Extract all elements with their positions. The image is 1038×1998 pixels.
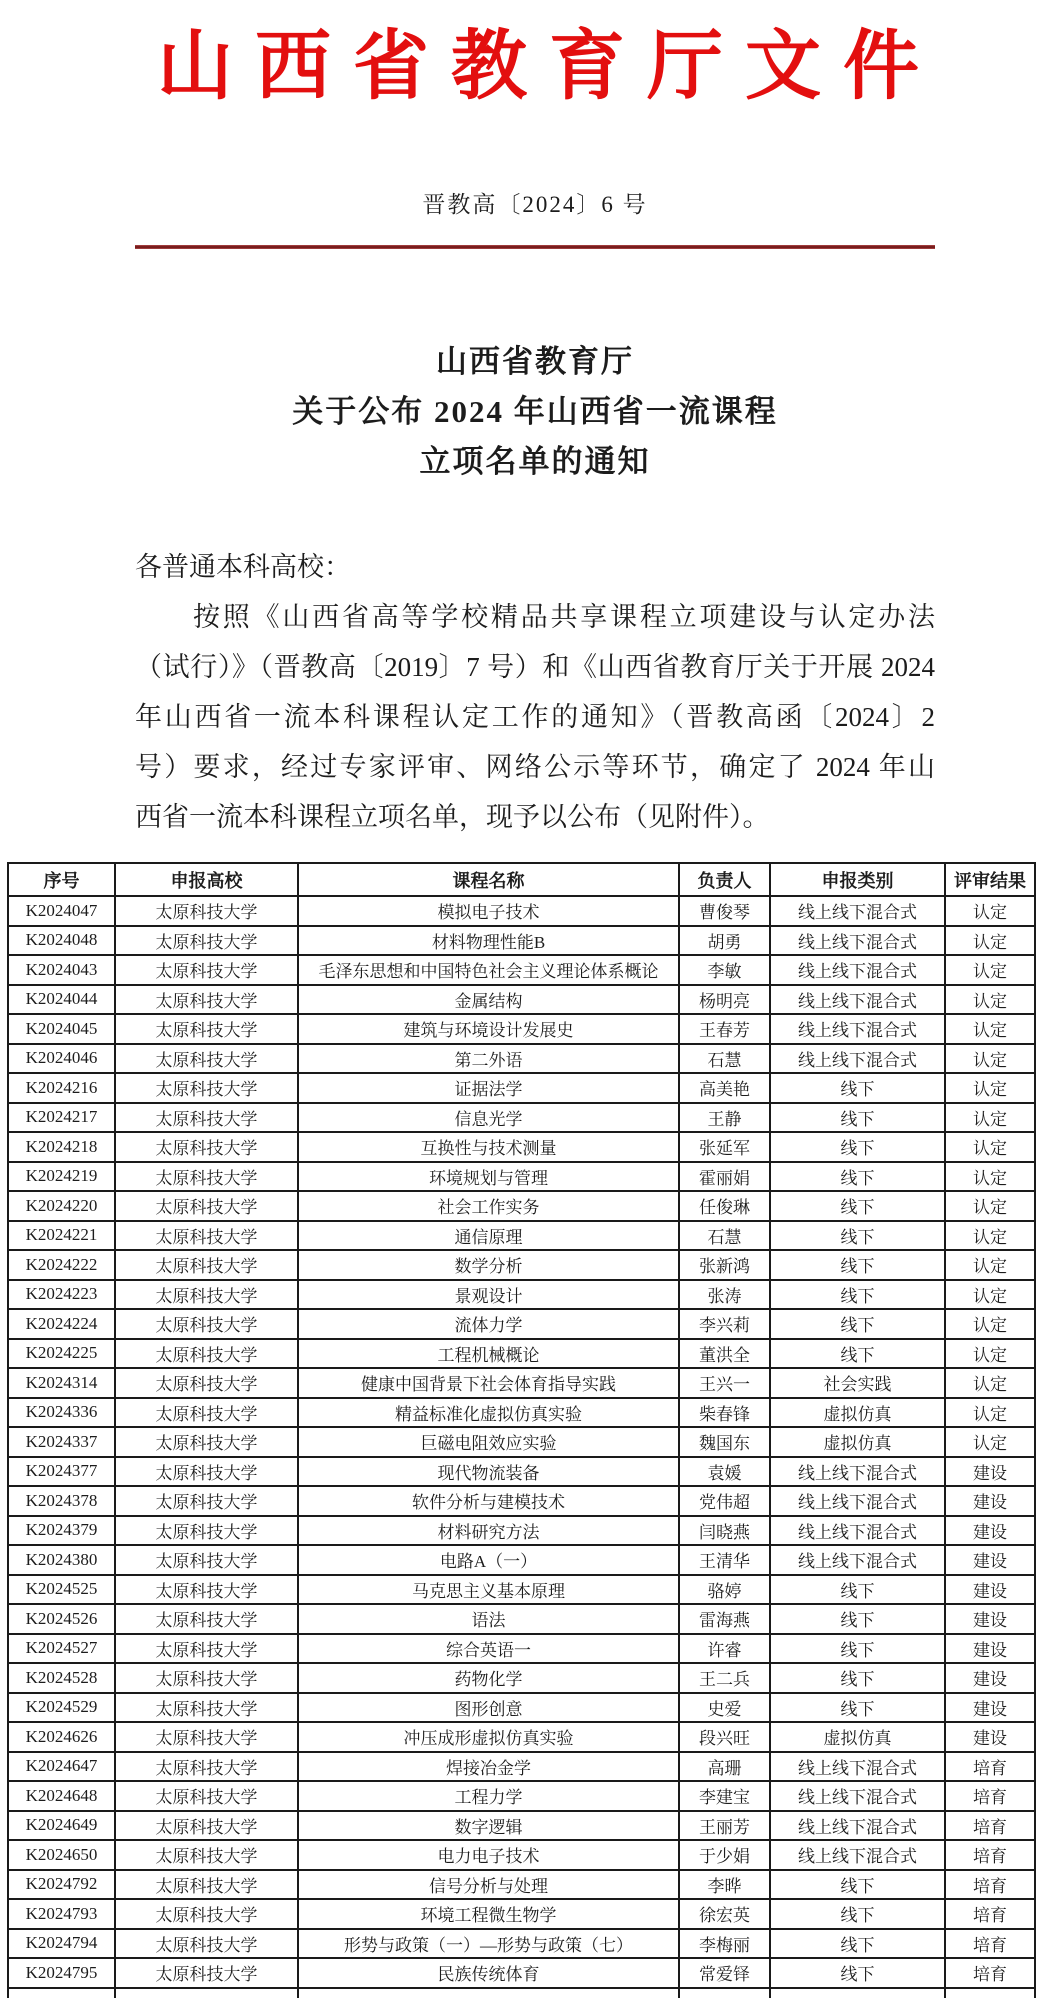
table-cell: 认定 [945, 1162, 1035, 1192]
table-cell: 现代物流装备 [298, 1457, 679, 1487]
table-cell: 太原科技大学 [115, 955, 298, 985]
table-cell: 建设 [945, 1663, 1035, 1693]
body-paragraph-line: （试行）》（晋教高〔2019〕7 号）和《山西省教育厅关于开展 2024 [135, 652, 935, 682]
table-cell: 袁媛 [679, 1457, 770, 1487]
table-cell: 段兴旺 [679, 1722, 770, 1752]
table-cell: 线下 [770, 1191, 945, 1221]
table-cell: 太原科技大学 [115, 1427, 298, 1457]
table-row [8, 1545, 1035, 1575]
table-cell: 太原科技大学 [115, 1899, 298, 1929]
table-cell: K2024528 [8, 1663, 115, 1693]
table-cell: 线上线下混合式 [770, 1044, 945, 1074]
table-cell: 认定 [945, 1309, 1035, 1339]
body-paragraph-line: 按照《山西省高等学校精品共享课程立项建设与认定办法 [193, 602, 935, 632]
table-cell: K2024221 [8, 1221, 115, 1251]
table-cell: 石慧 [679, 1044, 770, 1074]
table-cell: K2024649 [8, 1811, 115, 1841]
table-cell: K2024043 [8, 955, 115, 985]
table-cell: 建设 [945, 1516, 1035, 1546]
table-cell: 杨明亮 [679, 985, 770, 1015]
table-cell [8, 1988, 115, 1998]
table-cell: 工程力学 [298, 1781, 679, 1811]
table-cell: 线下 [770, 1250, 945, 1280]
table-cell: 太原科技大学 [115, 1309, 298, 1339]
table-cell: 张延军 [679, 1132, 770, 1162]
table-cell: 李建宝 [679, 1781, 770, 1811]
table-cell: 线下 [770, 1221, 945, 1251]
table-cell: 电力电子技术 [298, 1840, 679, 1870]
table-row [8, 1929, 1035, 1959]
table-cell: 虚拟仿真 [770, 1398, 945, 1428]
table-cell: K2024795 [8, 1958, 115, 1988]
table-cell: 线上线下混合式 [770, 1014, 945, 1044]
table-cell: 太原科技大学 [115, 1663, 298, 1693]
table-cell: K2024377 [8, 1457, 115, 1487]
table-cell: 线上线下混合式 [770, 1486, 945, 1516]
table-cell: 材料物理性能B [298, 926, 679, 956]
table-row [8, 1221, 1035, 1251]
table-cell: 认定 [945, 1398, 1035, 1428]
table-row [8, 955, 1035, 985]
table-row [8, 1870, 1035, 1900]
table-cell: 数学分析 [298, 1250, 679, 1280]
notice-title-line: 山西省教育厅 [436, 344, 634, 379]
table-cell: 建设 [945, 1722, 1035, 1752]
table-cell: 线上线下混合式 [770, 1516, 945, 1546]
table-row [8, 985, 1035, 1015]
table-cell: 线下 [770, 1929, 945, 1959]
table-cell: 培育 [945, 1781, 1035, 1811]
table-cell: 张涛 [679, 1280, 770, 1310]
table-cell: K2024379 [8, 1516, 115, 1546]
table-cell: 太原科技大学 [115, 1044, 298, 1074]
table-cell: 认定 [945, 1044, 1035, 1074]
table-cell: K2024626 [8, 1722, 115, 1752]
table-cell: K2024648 [8, 1781, 115, 1811]
table-cell: K2024337 [8, 1427, 115, 1457]
table-cell: K2024045 [8, 1014, 115, 1044]
table-cell: 认定 [945, 1427, 1035, 1457]
table-cell: 曹俊琴 [679, 896, 770, 926]
table-row [8, 1457, 1035, 1487]
table-cell: 模拟电子技术 [298, 896, 679, 926]
table-cell: 建设 [945, 1486, 1035, 1516]
table-cell: 线下 [770, 1132, 945, 1162]
table-cell: 史爱 [679, 1693, 770, 1723]
table-row [8, 1132, 1035, 1162]
table-cell: K2024314 [8, 1368, 115, 1398]
table-cell: 培育 [945, 1870, 1035, 1900]
table-row [8, 1516, 1035, 1546]
table-cell: 通信原理 [298, 1221, 679, 1251]
table-cell: 培育 [945, 1929, 1035, 1959]
table-cell: K2024222 [8, 1250, 115, 1280]
table-cell: 太原科技大学 [115, 1545, 298, 1575]
table-row [8, 1752, 1035, 1782]
table-cell: 认定 [945, 955, 1035, 985]
table-row [8, 1309, 1035, 1339]
table-row [8, 1958, 1035, 1988]
table-cell: 环境工程微生物学 [298, 1899, 679, 1929]
table-cell: K2024336 [8, 1398, 115, 1428]
table-row [8, 1693, 1035, 1723]
table-cell: 石慧 [679, 1221, 770, 1251]
table-cell: K2024220 [8, 1191, 115, 1221]
table-cell: 社会实践 [770, 1368, 945, 1398]
table-cell: 太原科技大学 [115, 1457, 298, 1487]
table-cell: 线下 [770, 1899, 945, 1929]
table-cell: K2024526 [8, 1604, 115, 1634]
table-cell: 太原科技大学 [115, 1191, 298, 1221]
table-cell: 太原科技大学 [115, 1221, 298, 1251]
table-cell: 任俊琳 [679, 1191, 770, 1221]
table-cell: K2024792 [8, 1870, 115, 1900]
table-cell: 金属结构 [298, 985, 679, 1015]
table-row [8, 1634, 1035, 1664]
table-row [8, 1486, 1035, 1516]
table-cell: 认定 [945, 985, 1035, 1015]
table-cell: 线下 [770, 1870, 945, 1900]
salutation: 各普通本科高校： [135, 552, 351, 582]
table-row [8, 1398, 1035, 1428]
table-cell [679, 1988, 770, 1998]
table-cell: 闫晓燕 [679, 1516, 770, 1546]
table-row [8, 1722, 1035, 1752]
table-row [8, 1840, 1035, 1870]
table-cell: 太原科技大学 [115, 1162, 298, 1192]
red-divider-rule [135, 245, 935, 249]
table-cell: K2024044 [8, 985, 115, 1015]
table-cell: 王清华 [679, 1545, 770, 1575]
table-cell: 认定 [945, 896, 1035, 926]
table-cell: 培育 [945, 1752, 1035, 1782]
table-header-cell: 申报类别 [770, 863, 945, 896]
table-row [8, 1575, 1035, 1605]
table-cell: 线上线下混合式 [770, 1811, 945, 1841]
course-table [7, 862, 1036, 1998]
table-cell: 徐宏英 [679, 1899, 770, 1929]
body-paragraph [135, 592, 935, 842]
table-cell: 太原科技大学 [115, 1693, 298, 1723]
table-cell: 建设 [945, 1575, 1035, 1605]
table-cell: K2024529 [8, 1693, 115, 1723]
table-cell: 常爱铎 [679, 1958, 770, 1988]
table-cell: 线上线下混合式 [770, 896, 945, 926]
table-cell: 太原科技大学 [115, 1722, 298, 1752]
table-cell: K2024218 [8, 1132, 115, 1162]
table-cell: 综合英语一 [298, 1634, 679, 1664]
table-cell: 认定 [945, 1191, 1035, 1221]
table-cell: K2024223 [8, 1280, 115, 1310]
body-paragraph-line: 号）要求，经过专家评审、网络公示等环节，确定了 2024 年山 [135, 752, 935, 782]
table-cell: 太原科技大学 [115, 1958, 298, 1988]
table-cell: 太原科技大学 [115, 1870, 298, 1900]
table-cell: 太原科技大学 [115, 1073, 298, 1103]
table-cell [770, 1988, 945, 1998]
letterhead-title: 山西省教育厅文件 [157, 25, 941, 109]
table-cell: 太原科技大学 [115, 1634, 298, 1664]
table-cell: K2024217 [8, 1103, 115, 1133]
table-row-partial [8, 1988, 1035, 1998]
table-cell: 骆婷 [679, 1575, 770, 1605]
table-cell: K2024224 [8, 1309, 115, 1339]
table-cell: 线上线下混合式 [770, 1457, 945, 1487]
table-cell: 线上线下混合式 [770, 1545, 945, 1575]
table-cell [298, 1988, 679, 1998]
table-cell: 党伟超 [679, 1486, 770, 1516]
table-header-row [8, 863, 1035, 896]
table-cell: 太原科技大学 [115, 926, 298, 956]
table-cell: 太原科技大学 [115, 1014, 298, 1044]
table-header-cell: 序号 [8, 863, 115, 896]
table-cell: 太原科技大学 [115, 1781, 298, 1811]
body-paragraph-line: 西省一流本科课程立项名单，现予以公布（见附件）。 [135, 802, 770, 832]
table-row [8, 1162, 1035, 1192]
table-cell: 环境规划与管理 [298, 1162, 679, 1192]
table-row [8, 896, 1035, 926]
table-cell: 太原科技大学 [115, 1604, 298, 1634]
table-cell: 太原科技大学 [115, 1280, 298, 1310]
table-cell: 焊接冶金学 [298, 1752, 679, 1782]
table-cell: 数字逻辑 [298, 1811, 679, 1841]
table-row [8, 1604, 1035, 1634]
table-cell: 证据法学 [298, 1073, 679, 1103]
table-cell: 李敏 [679, 955, 770, 985]
table-cell: 太原科技大学 [115, 1339, 298, 1369]
table-cell: 互换性与技术测量 [298, 1132, 679, 1162]
table-cell: 材料研究方法 [298, 1516, 679, 1546]
table-row [8, 1250, 1035, 1280]
table-cell: K2024216 [8, 1073, 115, 1103]
table-cell: 线下 [770, 1309, 945, 1339]
table-cell [945, 1988, 1035, 1998]
table-cell: 建设 [945, 1545, 1035, 1575]
table-cell: 李梅丽 [679, 1929, 770, 1959]
table-row [8, 1899, 1035, 1929]
table-cell: 巨磁电阻效应实验 [298, 1427, 679, 1457]
table-cell: 太原科技大学 [115, 1486, 298, 1516]
table-cell: 线下 [770, 1280, 945, 1310]
table-cell: 太原科技大学 [115, 896, 298, 926]
table-cell: 线上线下混合式 [770, 926, 945, 956]
notice-title [135, 337, 935, 487]
table-row [8, 926, 1035, 956]
table-cell: 王静 [679, 1103, 770, 1133]
table-row [8, 1044, 1035, 1074]
table-cell: 线下 [770, 1339, 945, 1369]
table-cell: 线上线下混合式 [770, 955, 945, 985]
table-cell: 精益标准化虚拟仿真实验 [298, 1398, 679, 1428]
table-cell: 线下 [770, 1663, 945, 1693]
notice-title-line: 关于公布 2024 年山西省一流课程 [292, 394, 778, 429]
table-cell: 认定 [945, 1103, 1035, 1133]
table-cell: 培育 [945, 1899, 1035, 1929]
table-cell: 软件分析与建模技术 [298, 1486, 679, 1516]
table-cell: 太原科技大学 [115, 1516, 298, 1546]
table-cell: 建设 [945, 1693, 1035, 1723]
table-cell: 雷海燕 [679, 1604, 770, 1634]
table-header-cell: 评审结果 [945, 863, 1035, 896]
table-cell: K2024650 [8, 1840, 115, 1870]
table-row [8, 1014, 1035, 1044]
table-cell: 认定 [945, 1368, 1035, 1398]
table-cell: 培育 [945, 1811, 1035, 1841]
doc-number: 晋教高〔2024〕6 号 [422, 192, 648, 217]
table-cell: 第二外语 [298, 1044, 679, 1074]
table-row [8, 1103, 1035, 1133]
table-cell: 魏国东 [679, 1427, 770, 1457]
table-row [8, 1280, 1035, 1310]
table-header-cell: 负责人 [679, 863, 770, 896]
table-cell: K2024378 [8, 1486, 115, 1516]
table-cell: 线下 [770, 1073, 945, 1103]
table-cell: 李晔 [679, 1870, 770, 1900]
table-cell: 冲压成形虚拟仿真实验 [298, 1722, 679, 1752]
table-cell: 线上线下混合式 [770, 985, 945, 1015]
table-cell: 王春芳 [679, 1014, 770, 1044]
table-cell: 李兴莉 [679, 1309, 770, 1339]
table-cell: K2024647 [8, 1752, 115, 1782]
table-cell: 信号分析与处理 [298, 1870, 679, 1900]
table-row [8, 1663, 1035, 1693]
table-cell: 形势与政策（一）—形势与政策（七） [298, 1929, 679, 1959]
table-cell: 许睿 [679, 1634, 770, 1664]
table-row [8, 1339, 1035, 1369]
table-cell: 药物化学 [298, 1663, 679, 1693]
notice-title-line: 立项名单的通知 [419, 444, 651, 479]
table-cell: 认定 [945, 1339, 1035, 1369]
table-cell: 高美艳 [679, 1073, 770, 1103]
table-row [8, 1811, 1035, 1841]
table-cell: 胡勇 [679, 926, 770, 956]
table-cell: K2024046 [8, 1044, 115, 1074]
table-cell: 线下 [770, 1693, 945, 1723]
table-row [8, 1427, 1035, 1457]
table-cell: 线上线下混合式 [770, 1781, 945, 1811]
table-cell: 线下 [770, 1575, 945, 1605]
table-cell: K2024525 [8, 1575, 115, 1605]
table-cell: 图形创意 [298, 1693, 679, 1723]
notice-body [135, 542, 935, 842]
table-cell: 太原科技大学 [115, 1132, 298, 1162]
table-cell: 语法 [298, 1604, 679, 1634]
table-cell: 线上线下混合式 [770, 1840, 945, 1870]
table-body [8, 896, 1035, 1998]
table-row [8, 1191, 1035, 1221]
table-cell: 太原科技大学 [115, 1250, 298, 1280]
table-cell: 太原科技大学 [115, 1929, 298, 1959]
table-cell: 高珊 [679, 1752, 770, 1782]
table-cell: 董洪全 [679, 1339, 770, 1369]
table-cell: 培育 [945, 1840, 1035, 1870]
table-row [8, 1368, 1035, 1398]
table-cell: 认定 [945, 926, 1035, 956]
table-cell: 太原科技大学 [115, 1840, 298, 1870]
table-cell: 工程机械概论 [298, 1339, 679, 1369]
table-cell: 线下 [770, 1634, 945, 1664]
table-cell: 太原科技大学 [115, 985, 298, 1015]
table-cell: K2024047 [8, 896, 115, 926]
table-cell: 认定 [945, 1132, 1035, 1162]
table-cell: 霍丽娟 [679, 1162, 770, 1192]
table-cell: K2024794 [8, 1929, 115, 1959]
table-cell: 电路A（一） [298, 1545, 679, 1575]
body-paragraph-line: 年山西省一流本科课程认定工作的通知》（晋教高函〔2024〕2 [135, 702, 935, 732]
table-cell: 认定 [945, 1250, 1035, 1280]
table-cell: 王兴一 [679, 1368, 770, 1398]
table-cell: 线下 [770, 1604, 945, 1634]
table-cell: 太原科技大学 [115, 1368, 298, 1398]
table-cell: 太原科技大学 [115, 1752, 298, 1782]
table-cell: 线下 [770, 1162, 945, 1192]
table-cell: 虚拟仿真 [770, 1427, 945, 1457]
table-cell: K2024048 [8, 926, 115, 956]
table-cell: 社会工作实务 [298, 1191, 679, 1221]
table-cell: 张新鸿 [679, 1250, 770, 1280]
table-cell: 王二兵 [679, 1663, 770, 1693]
table-cell: 于少娟 [679, 1840, 770, 1870]
table-cell: K2024527 [8, 1634, 115, 1664]
table-cell: 流体力学 [298, 1309, 679, 1339]
table-cell: K2024793 [8, 1899, 115, 1929]
table-cell: 太原科技大学 [115, 1398, 298, 1428]
table-cell: 培育 [945, 1958, 1035, 1988]
table-row [8, 1781, 1035, 1811]
table-cell: 线上线下混合式 [770, 1752, 945, 1782]
table-cell: 王丽芳 [679, 1811, 770, 1841]
table-cell: 太原科技大学 [115, 1811, 298, 1841]
table-cell: 民族传统体育 [298, 1958, 679, 1988]
table-cell: 建设 [945, 1457, 1035, 1487]
content-column [135, 0, 941, 842]
table-cell: 认定 [945, 1221, 1035, 1251]
table-cell: 认定 [945, 1280, 1035, 1310]
table-row [8, 1073, 1035, 1103]
table-cell: 太原科技大学 [115, 1103, 298, 1133]
table-cell: 建设 [945, 1604, 1035, 1634]
table-cell: 景观设计 [298, 1280, 679, 1310]
table-cell: K2024219 [8, 1162, 115, 1192]
table-header-cell: 申报高校 [115, 863, 298, 896]
table-cell: 线下 [770, 1103, 945, 1133]
table-header-cell: 课程名称 [298, 863, 679, 896]
table-cell [115, 1988, 298, 1998]
table-cell: 线下 [770, 1958, 945, 1988]
table-cell: 信息光学 [298, 1103, 679, 1133]
table-cell: 健康中国背景下社会体育指导实践 [298, 1368, 679, 1398]
table-cell: 建筑与环境设计发展史 [298, 1014, 679, 1044]
table-cell: 认定 [945, 1073, 1035, 1103]
table-cell: K2024380 [8, 1545, 115, 1575]
table-cell: 虚拟仿真 [770, 1722, 945, 1752]
table-cell: 马克思主义基本原理 [298, 1575, 679, 1605]
table-cell: 毛泽东思想和中国特色社会主义理论体系概论 [298, 955, 679, 985]
table-cell: 认定 [945, 1014, 1035, 1044]
table-cell: 建设 [945, 1634, 1035, 1664]
table-cell: 太原科技大学 [115, 1575, 298, 1605]
table-cell: 柴春锋 [679, 1398, 770, 1428]
table-cell: K2024225 [8, 1339, 115, 1369]
